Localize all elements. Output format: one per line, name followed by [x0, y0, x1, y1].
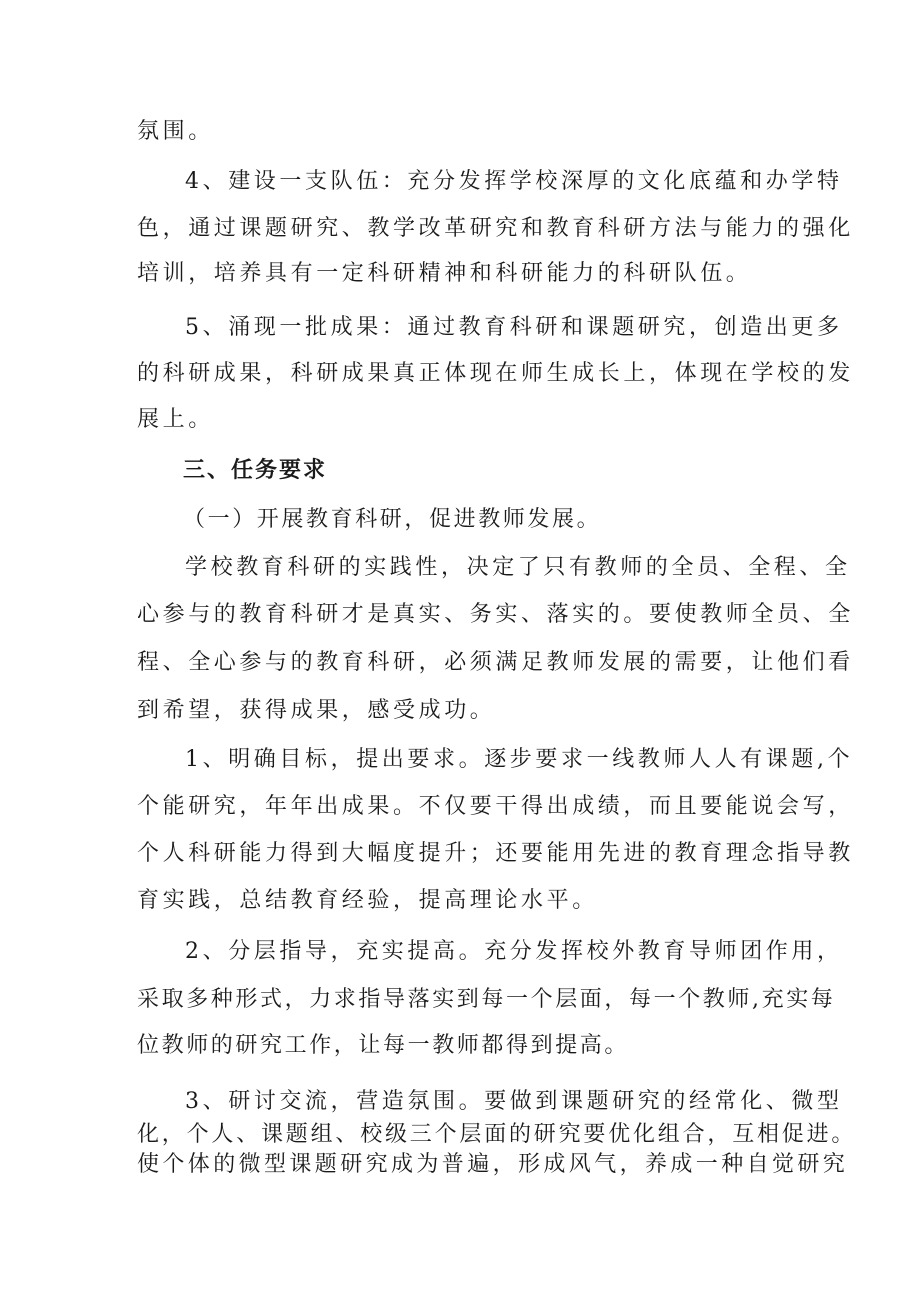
section-heading: 三、任务要求 [183, 458, 328, 483]
text-line: 的科研成果，科研成果真正体现在师生成长上，体现在学校的发 [137, 361, 854, 386]
text-line: 化，个人、课题组、校级三个层面的研究要优化组合，互相促进。 [137, 1122, 857, 1147]
text-line: 氛围。 [137, 119, 214, 144]
paragraph-first-line: 4、建设一支队伍：充分发挥学校深厚的文化底蕴和办学特 [185, 169, 843, 194]
text-line: 位教师的研究工作，让每一教师都得到提高。 [137, 1033, 630, 1058]
paragraph-first-line: 3、研讨交流，营造氛围。要做到课题研究的经常化、微型 [185, 1089, 843, 1114]
text-line: 到希望，获得成果，感受成功。 [137, 698, 496, 723]
subsection-heading: （一）开展教育科研，促进教师发展。 [183, 507, 602, 532]
text-line: 心参与的教育科研才是真实、务实、落实的。要使教师全员、全 [137, 602, 854, 627]
text-line: 色，通过课题研究、教学改革研究和教育科研方法与能力的强化 [137, 216, 854, 241]
paragraph-first-line: 2、分层指导，充实提高。充分发挥校外教育导师团作用， [185, 939, 843, 964]
text-line: 育实践，总结教育经验，提高理论水平。 [137, 888, 598, 913]
paragraph-first-line: 5、涌现一批成果：通过教育科研和课题研究，创造出更多 [185, 315, 843, 340]
text-line: 使个体的微型课题研究成为普遍，形成风气，养成一种自觉研究 [137, 1152, 849, 1177]
text-line: 个人科研能力得到大幅度提升；还要能用先进的教育理念指导教 [137, 841, 854, 866]
text-line: 培训，培养具有一定科研精神和科研能力的科研队伍。 [137, 261, 752, 286]
text-line: 采取多种形式，力求指导落实到每一个层面，每一个教师,充实每 [137, 987, 836, 1012]
paragraph-first-line: 学校教育科研的实践性，决定了只有教师的全员、全程、全 [185, 555, 851, 580]
text-line: 个能研究，年年出成果。不仅要干得出成绩，而且要能说会写， [137, 794, 854, 819]
text-line: 程、全心参与的教育科研，必须满足教师发展的需要，让他们看 [137, 650, 854, 675]
text-line: 展上。 [137, 407, 214, 432]
paragraph-first-line: 1、明确目标，提出要求。逐步要求一线教师人人有课题,个 [185, 747, 854, 772]
